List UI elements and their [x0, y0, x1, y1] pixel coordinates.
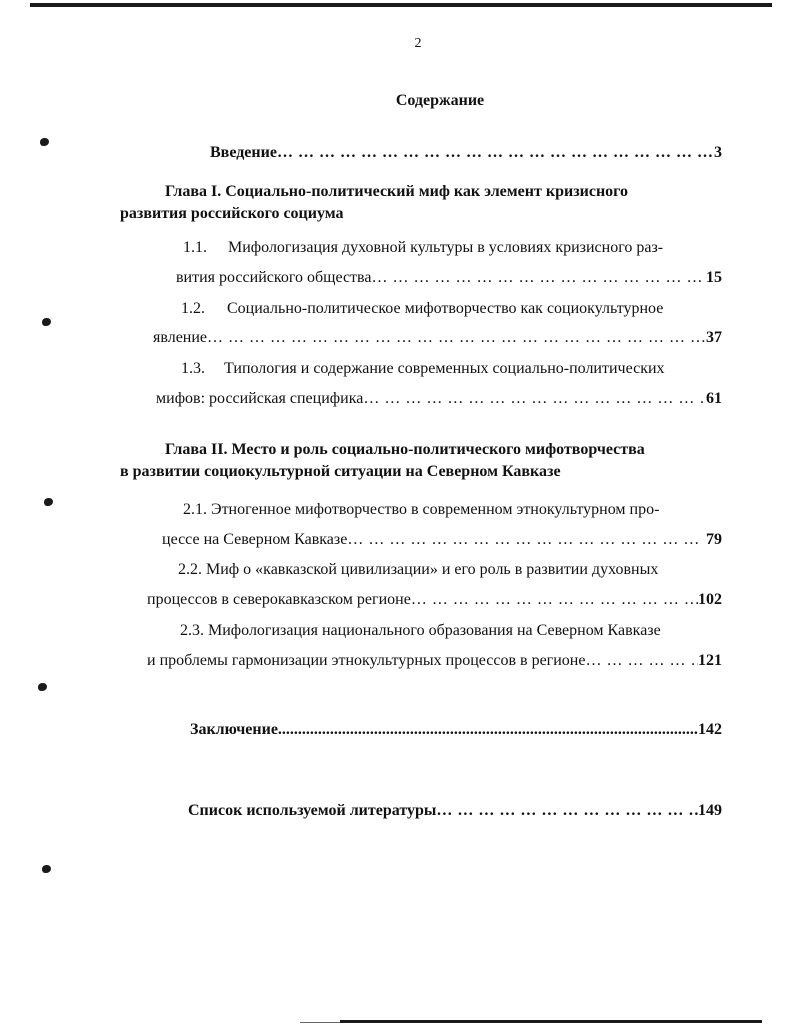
chapter2-heading-line2[interactable]: в развитии социокультурной ситуации на Северном Кавказе	[120, 463, 561, 480]
toc-entry-page: 79	[706, 531, 722, 548]
toc-entry-page: 15	[706, 269, 722, 286]
section-title-continued: явление	[153, 329, 208, 346]
section-number: 1.3.	[181, 360, 205, 377]
toc-entry-2-1-line2[interactable]	[162, 530, 722, 550]
chapter2-heading-line1[interactable]: Глава II. Место и роль социально-политического мифотворчества	[165, 441, 645, 458]
scan-edge-bottom	[340, 1020, 762, 1023]
scan-edge-bottom-thin	[300, 1022, 340, 1023]
toc-entry-label: Заключение	[190, 721, 278, 738]
leader-dots	[207, 328, 706, 348]
toc-entry-label: Введение	[210, 144, 277, 161]
section-number: 1.1.	[183, 239, 207, 256]
binding-hole-mark	[42, 865, 51, 873]
leader-dots	[436, 801, 698, 821]
section-title: Мифологизация духовной культуры в условиях кризисного раз-	[228, 239, 664, 256]
toc-entry-1-1-line2[interactable]	[176, 268, 722, 288]
toc-entry-2-2-line2[interactable]	[147, 590, 722, 610]
section-title-continued: цессе на Северном Кавказе	[162, 531, 348, 548]
toc-entry-1-2-line2[interactable]	[153, 328, 722, 348]
section-title-continued: и проблемы гармонизации этнокультурных процессов в регионе	[147, 652, 586, 669]
scan-edge-top	[30, 3, 772, 7]
toc-entry-2-3-line1[interactable]: 2.3. Мифологизация национального образования на Северном Кавказе	[180, 622, 661, 639]
toc-entry-1-1-line1[interactable]	[183, 238, 663, 258]
chapter1-heading-line2[interactable]: развития российского социума	[120, 205, 344, 222]
toc-entry-page: 37	[706, 329, 722, 346]
section-number: 1.2.	[181, 300, 205, 317]
toc-entry-page: 142	[698, 721, 722, 738]
toc-entry-1-3-line2[interactable]	[156, 389, 722, 409]
section-title-continued: мифов: российская специфика	[156, 390, 364, 407]
section-title: Типология и содержание современных социально-политических	[224, 360, 665, 377]
leader-dots	[371, 268, 706, 288]
leader-dots	[411, 590, 698, 610]
toc-entry-2-1-line1[interactable]: 2.1. Этногенное мифотворчество в современном этнокультурном про-	[183, 501, 660, 518]
toc-entry-1-3-line1[interactable]	[181, 359, 665, 379]
binding-hole-mark	[40, 138, 49, 146]
leader-dots	[363, 389, 706, 409]
toc-entry-2-3-line2[interactable]	[147, 651, 722, 671]
section-title-continued: процессов в северокавказском регионе	[147, 591, 411, 608]
leader-dots	[585, 651, 698, 671]
toc-entry-label: Список используемой литературы	[188, 802, 437, 819]
toc-entry-page: 121	[698, 652, 722, 669]
toc-entry-page: 61	[706, 390, 722, 407]
toc-entry-bibliography[interactable]	[188, 801, 722, 821]
toc-entry-1-2-line1[interactable]	[181, 299, 663, 319]
toc-title: Содержание	[395, 92, 485, 109]
toc-entry-conclusion[interactable]	[190, 720, 722, 740]
leader-dots	[347, 530, 706, 550]
toc-entry-page: 3	[714, 144, 722, 161]
leader-dots	[278, 720, 698, 740]
binding-hole-mark	[44, 498, 53, 506]
binding-hole-mark	[42, 318, 51, 326]
section-title-continued: вития российского общества	[176, 269, 372, 286]
toc-entry-2-2-line1[interactable]: 2.2. Миф о «кавказской цивилизации» и его роль в развитии духовных	[178, 561, 659, 578]
page-number: 2	[414, 36, 422, 51]
section-title: Социально-политическое мифотворчество как социокультурное	[227, 300, 664, 317]
binding-hole-mark	[38, 683, 47, 691]
leader-dots	[277, 143, 714, 163]
chapter1-heading-line1[interactable]: Глава I. Социально-политический миф как элемент кризисного	[165, 183, 629, 200]
toc-entry-page: 102	[698, 591, 722, 608]
toc-entry-intro[interactable]	[210, 143, 722, 163]
toc-entry-page: 149	[698, 802, 722, 819]
